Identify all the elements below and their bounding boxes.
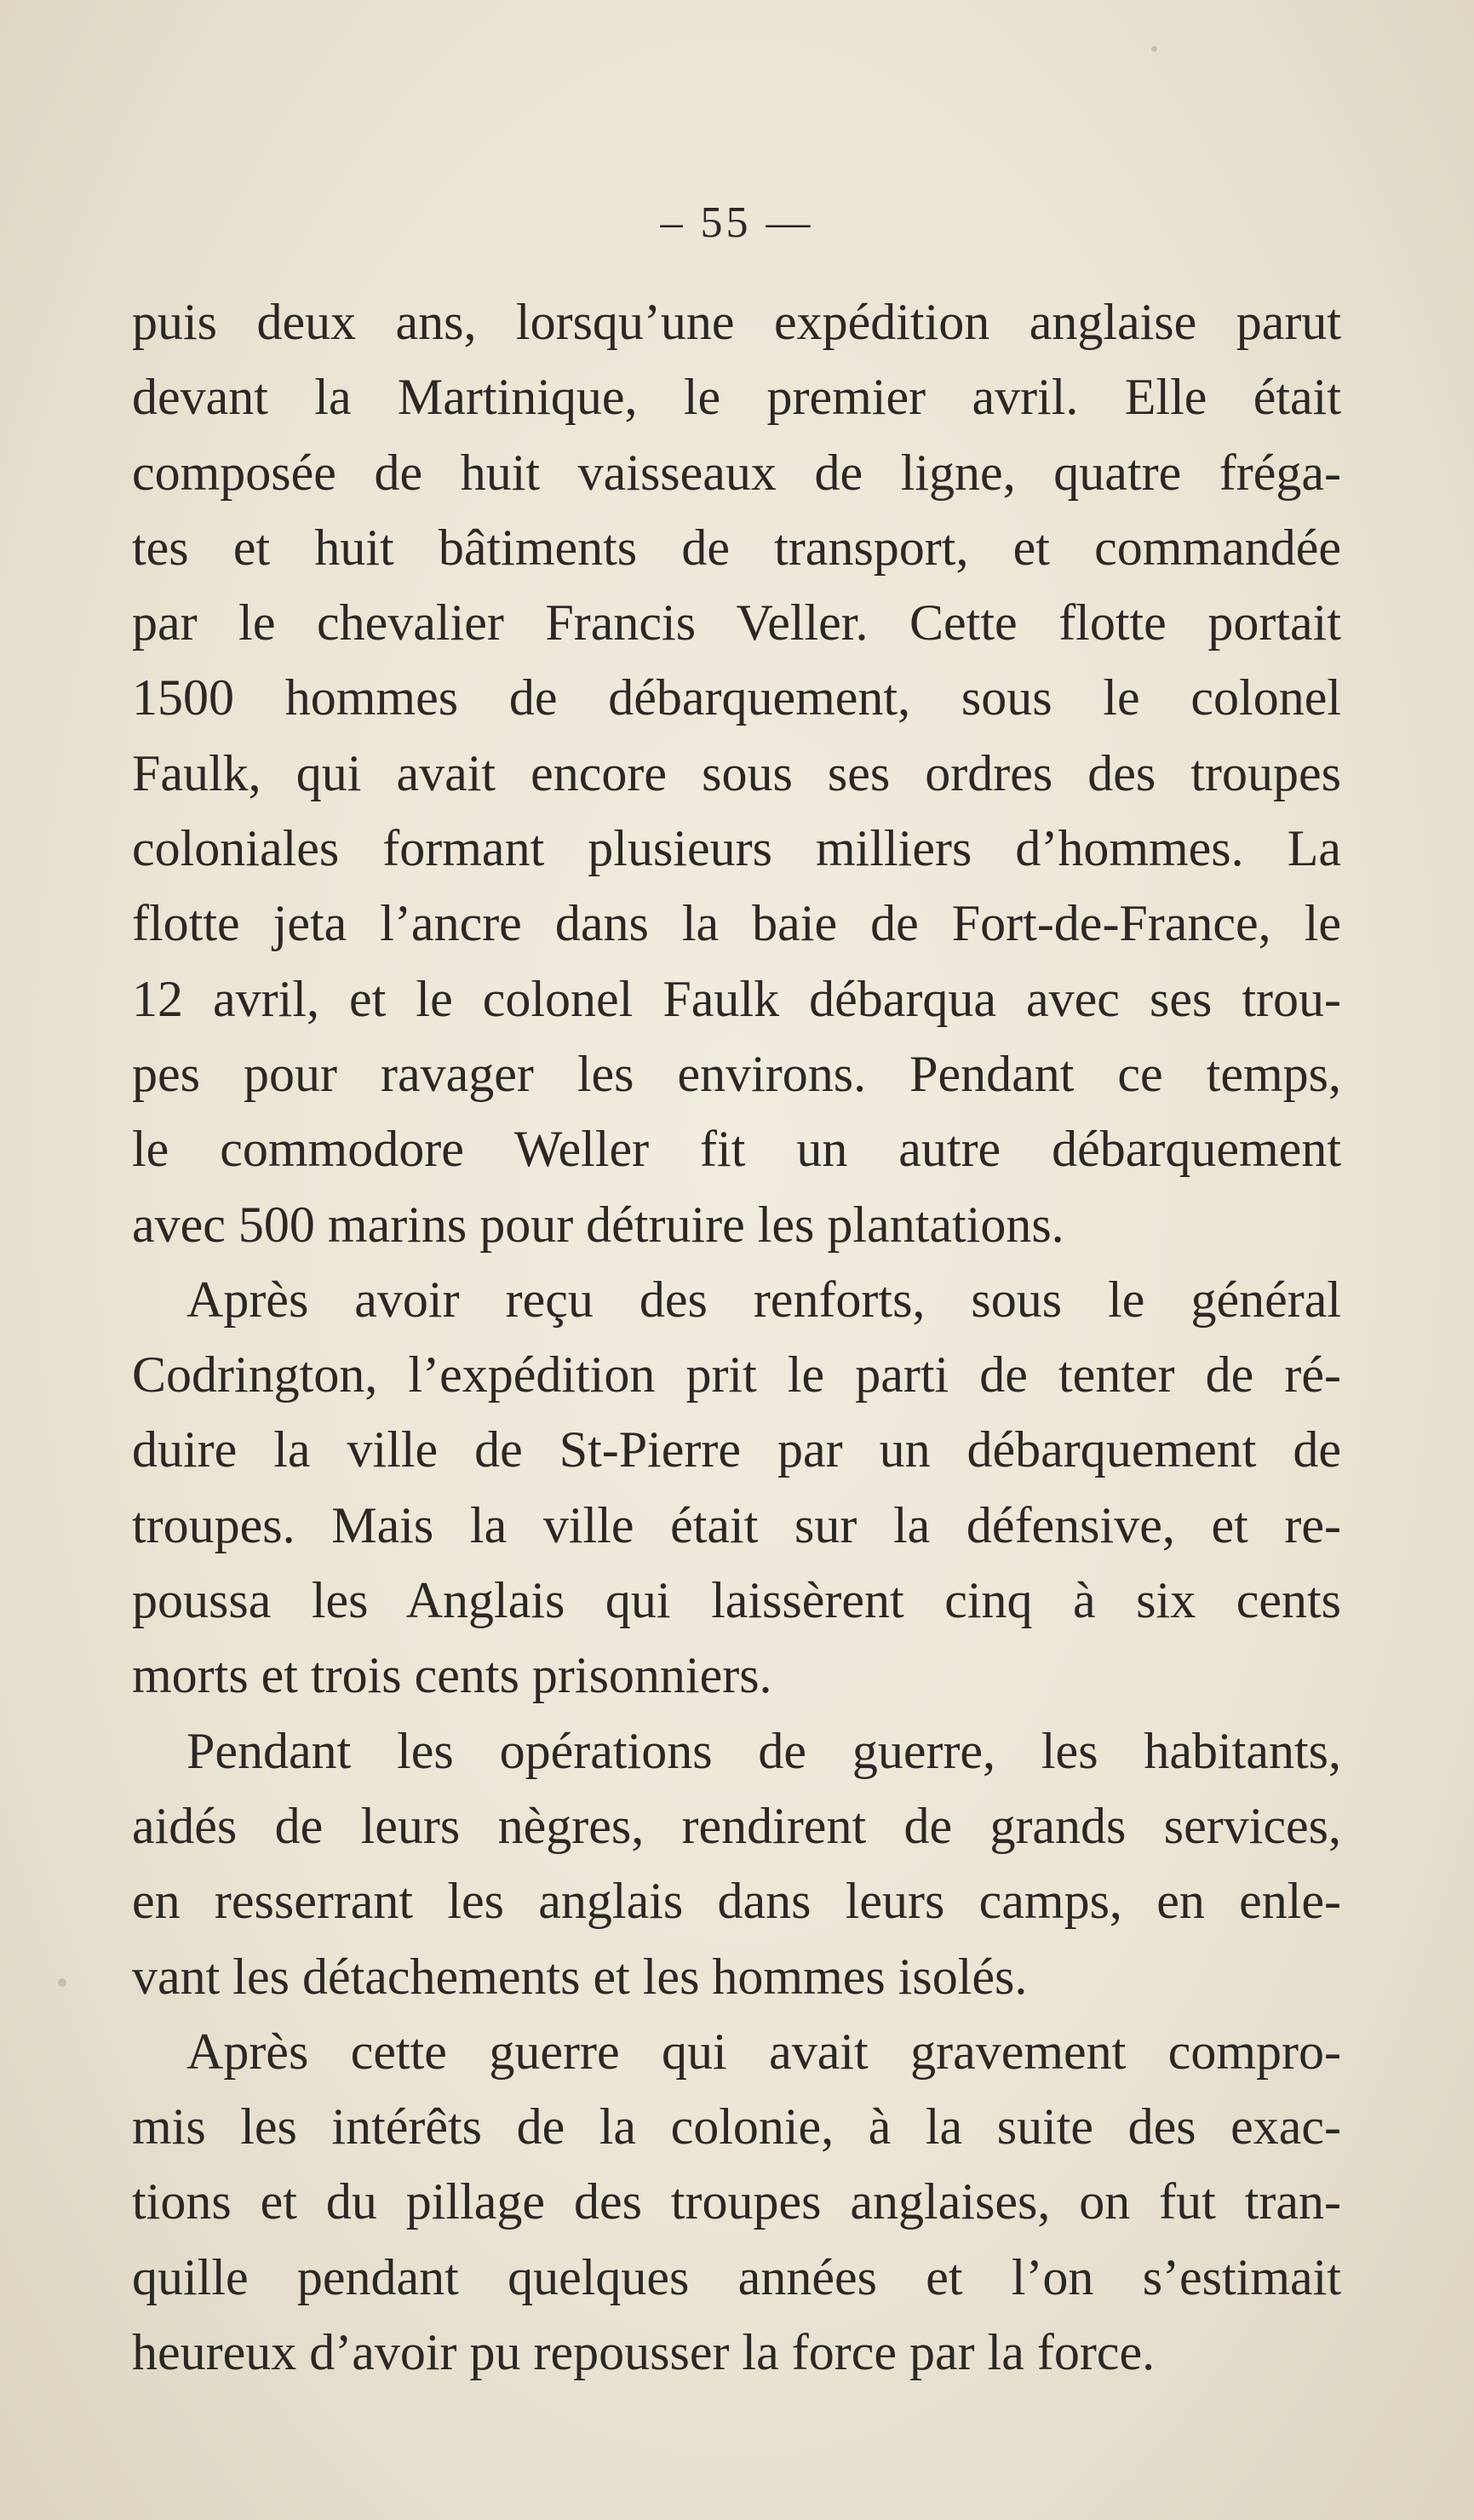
text-line: avec 500 marins pour détruire les plantations. (132, 1196, 1064, 1253)
text-line: flotte jeta l’ancre dans la baie de Fort-de-France, le (132, 895, 1341, 952)
text-line: morts et trois cents prisonniers. (132, 1647, 772, 1704)
text-line: composée de huit vaisseaux de ligne, quatre fréga- (132, 444, 1341, 501)
text-line: Faulk, qui avait encore sous ses ordres des troupes (132, 744, 1341, 801)
paragraph-4 (132, 2014, 1341, 2390)
paper-speck (58, 1978, 66, 1987)
text-line: heureux d’avoir pu repousser la force par la force. (132, 2324, 1156, 2381)
text-line: duire la ville de St-Pierre par un débarquement de (132, 1421, 1341, 1478)
text-line: pes pour ravager les environs. Pendant ce temps, (132, 1045, 1341, 1102)
text-line: coloniales formant plusieurs milliers d’hommes. La (132, 820, 1341, 877)
page-body (132, 284, 1341, 2390)
text-line: 12 avril, et le colonel Faulk débarqua avec ses trou- (132, 970, 1341, 1027)
text-line: Après avoir reçu des renforts, sous le général (186, 1271, 1341, 1328)
text-line: tes et huit bâtiments de transport, et commandée (132, 519, 1341, 576)
text-line: le commodore Weller fit un autre débarquement (132, 1121, 1341, 1178)
text-line: vant les détachements et les hommes isolés. (132, 1948, 1028, 2005)
text-line: devant la Martinique, le premier avril. Elle était (132, 369, 1341, 426)
text-line: tions et du pillage des troupes anglaises, on fut tran- (132, 2173, 1341, 2230)
text-line: Après cette guerre qui avait gravement compro- (186, 2023, 1341, 2080)
text-line: quille pendant quelques années et l’on s’estimait (132, 2248, 1341, 2305)
text-line: Codrington, l’expédition prit le parti de tenter de ré- (132, 1346, 1341, 1404)
text-line: en resserrant les anglais dans leurs camps, en enle- (132, 1873, 1341, 1930)
paragraph-3 (132, 1713, 1341, 2014)
text-line: puis deux ans, lorsqu’une expédition anglaise parut (132, 294, 1341, 350)
page-number: – 55 — (660, 198, 814, 247)
text-line: aidés de leurs nègres, rendirent de grands services, (132, 1797, 1341, 1854)
text-line: poussa les Anglais qui laissèrent cinq à six cents (132, 1572, 1341, 1629)
text-line: mis les intérêts de la colonie, à la suite des exac- (132, 2098, 1341, 2155)
text-line: 1500 hommes de débarquement, sous le colonel (132, 669, 1341, 726)
text-line: Pendant les opérations de guerre, les habitants, (186, 1722, 1341, 1779)
text-line: troupes. Mais la ville était sur la défensive, et re- (132, 1496, 1341, 1553)
text-line: par le chevalier Francis Veller. Cette flotte portait (132, 594, 1341, 652)
paragraph-2 (132, 1262, 1341, 1713)
paragraph-1 (132, 284, 1341, 1262)
paper-speck (1151, 46, 1157, 52)
